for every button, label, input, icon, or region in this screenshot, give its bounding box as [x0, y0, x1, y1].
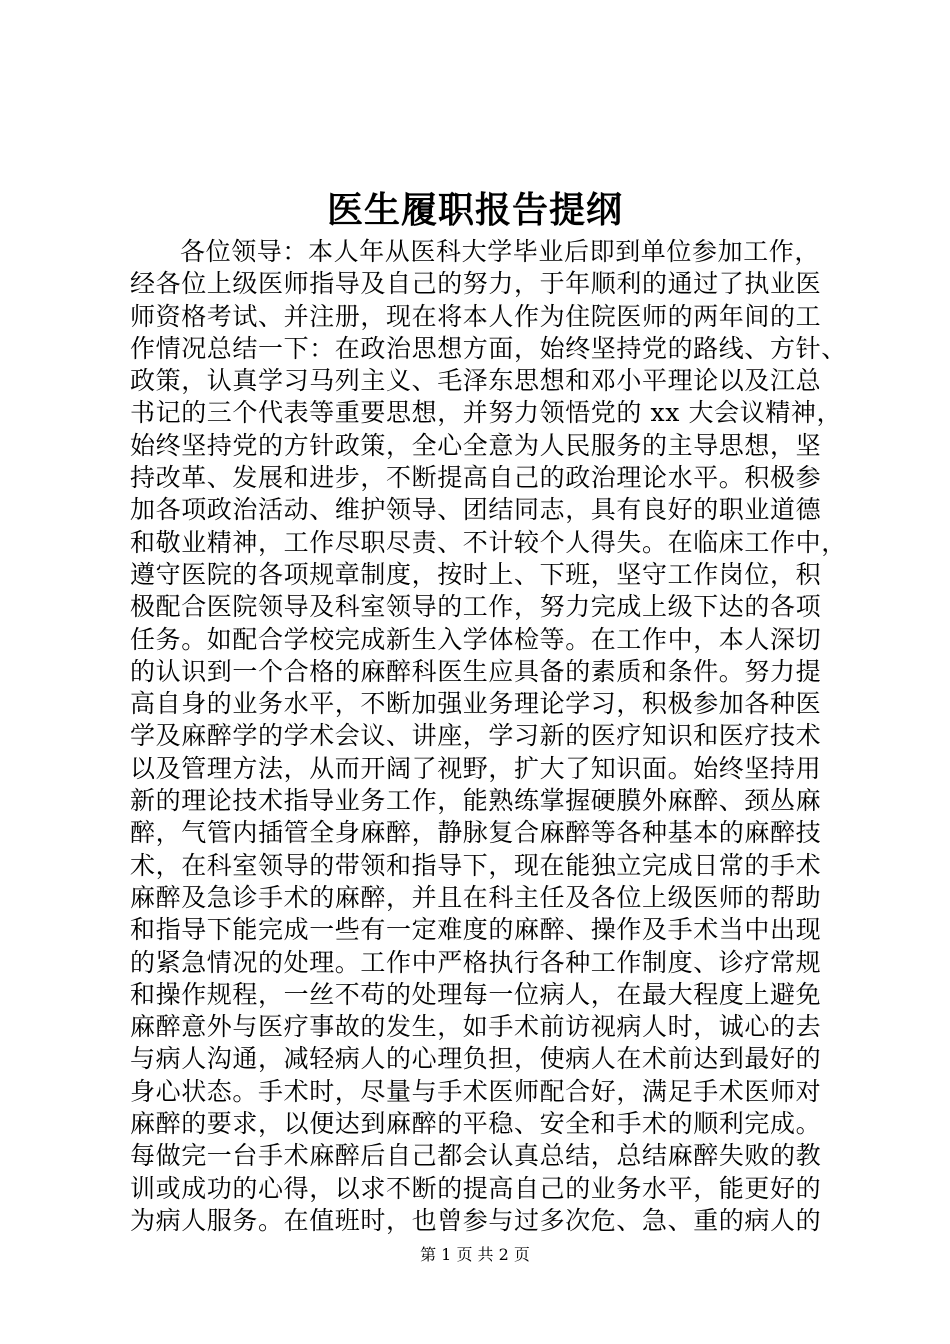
body-line: 师资格考试、并注册，现在将本人作为住院医师的两年间的工: [130, 301, 822, 331]
body-line: 持改革、发展和进步，不断提高自己的政治理论水平。积极参: [130, 463, 822, 493]
page-footer: 第 1 页 共 2 页: [420, 1245, 530, 1264]
body-line: 和操作规程，一丝不苟的处理每一位病人，在最大程度上避免: [130, 979, 822, 1009]
body-line: 麻醉意外与医疗事故的发生，如手术前访视病人时，诚心的去: [130, 1012, 822, 1042]
body-line: 书记的三个代表等重要思想，并努力领悟党的 xx 大会议精神，: [130, 398, 843, 428]
body-line: 的紧急情况的处理。工作中严格执行各种工作制度、诊疗常规: [130, 947, 822, 977]
body-line: 麻醉及急诊手术的麻醉，并且在科主任及各位上级医师的帮助: [130, 882, 822, 912]
body-line: 政策，认真学习马列主义、毛泽东思想和邓小平理论以及江总: [130, 366, 822, 396]
body-line: 始终坚持党的方针政策，全心全意为人民服务的主导思想，坚: [130, 430, 822, 460]
body-line: 和指导下能完成一些有一定难度的麻醉、操作及手术当中出现: [130, 915, 822, 945]
body-line: 作情况总结一下：在政治思想方面，始终坚持党的路线、方针、: [130, 333, 847, 363]
body-line: 的认识到一个合格的麻醉科医生应具备的素质和条件。努力提: [130, 656, 822, 686]
body-line: 为病人服务。在值班时，也曾参与过多次危、急、重的病人的: [130, 1205, 822, 1235]
body-line: 术，在科室领导的带领和指导下，现在能独立完成日常的手术: [130, 850, 822, 880]
body-line: 每做完一台手术麻醉后自己都会认真总结，总结麻醉失败的教: [130, 1141, 822, 1171]
body-line: 高自身的业务水平，不断加强业务理论学习，积极参加各种医: [130, 689, 822, 719]
body-line: 训或成功的心得，以求不断的提高自己的业务水平，能更好的: [130, 1173, 822, 1203]
body-line: 任务。如配合学校完成新生入学体检等。在工作中，本人深切: [130, 624, 822, 654]
body-line: 遵守医院的各项规章制度，按时上、下班，坚守工作岗位，积: [130, 559, 822, 589]
body-line: 经各位上级医师指导及自己的努力，于年顺利的通过了执业医: [130, 269, 822, 299]
body-line: 新的理论技术指导业务工作，能熟练掌握硬膜外麻醉、颈丛麻: [130, 786, 822, 816]
document-title: 医生履职报告提纲: [326, 189, 623, 231]
body-line: 以及管理方法，从而开阔了视野，扩大了知识面。始终坚持用: [130, 753, 822, 783]
body-line: 身心状态。手术时，尽量与手术医师配合好，满足手术医师对: [130, 1076, 822, 1106]
body-line: 加各项政治活动、维护领导、团结同志，具有良好的职业道德: [130, 495, 822, 525]
body-line: 极配合医院领导及科室领导的工作，努力完成上级下达的各项: [130, 592, 822, 622]
body-line: 和敬业精神，工作尽职尽责、不计较个人得失。在临床工作中，: [130, 527, 847, 557]
body-line: 各位领导：本人年从医科大学毕业后即到单位参加工作，: [180, 237, 821, 266]
body-line: 学及麻醉学的学术会议、讲座，学习新的医疗知识和医疗技术: [130, 721, 822, 751]
body-line: 醉，气管内插管全身麻醉，静脉复合麻醉等各种基本的麻醉技: [130, 818, 822, 848]
document-body: [130, 236, 850, 1237]
body-line: 麻醉的要求，以便达到麻醉的平稳、安全和手术的顺利完成。: [130, 1109, 822, 1139]
body-line: 与病人沟通，减轻病人的心理负担，使病人在术前达到最好的: [130, 1044, 822, 1074]
